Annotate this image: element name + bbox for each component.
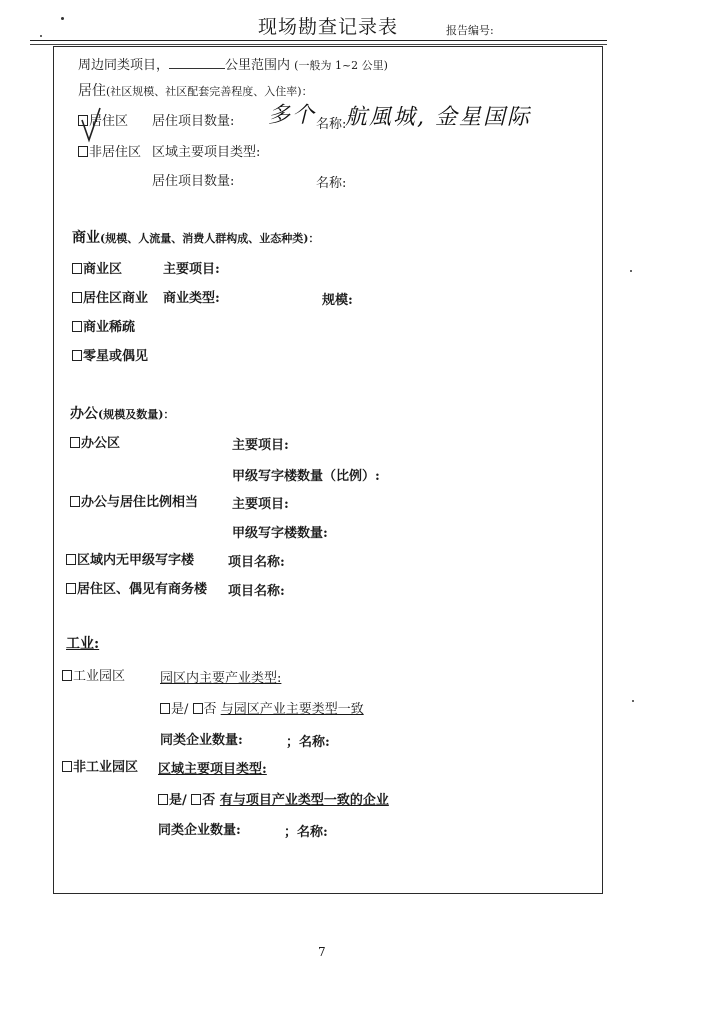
similar-projects-label: 周边同类项目，	[78, 58, 170, 73]
park-same-count-label: 同类企业数量:	[160, 733, 243, 748]
office-grade-a-label-2: 甲级写字楼数量:	[232, 526, 328, 541]
non-park-yes-checkbox[interactable]	[158, 794, 168, 805]
non-park-yes-label: 是/	[169, 793, 187, 808]
commercial-rare-label: 零星或偶见	[83, 349, 149, 364]
office-heading: 办公	[70, 406, 98, 422]
check-mark-icon	[82, 108, 100, 140]
park-no-label: 否	[203, 702, 217, 717]
commercial-sparse-label: 商业稀疏	[83, 320, 136, 335]
commercial-heading-note: (规模、人流量、消费人群构成、业态种类)：	[100, 232, 320, 245]
commercial-type-label: 商业类型:	[163, 291, 220, 306]
no-grade-a-label: 区域内无甲级写字楼	[77, 553, 195, 568]
handwritten-count: 多个	[268, 103, 317, 128]
no-grade-a-option[interactable]	[66, 549, 194, 568]
region-type-label: 区域主要项目类型:	[152, 145, 261, 160]
commercial-zone-label: 商业区	[83, 262, 123, 277]
commercial-rare-option[interactable]	[72, 345, 148, 364]
residential-zone-label: 居住区	[89, 114, 129, 129]
park-yes-checkbox[interactable]	[160, 703, 170, 714]
commercial-sparse-option[interactable]	[72, 316, 135, 335]
residential-commercial-checkbox[interactable]	[72, 292, 82, 303]
non-park-option[interactable]	[62, 756, 138, 775]
res-with-business-option[interactable]	[66, 578, 207, 597]
industrial-park-label: 工业园区	[73, 669, 126, 684]
non-park-checkbox[interactable]	[62, 761, 72, 772]
page-title: 现场勘查记录表	[258, 16, 399, 38]
scan-speck	[40, 35, 42, 37]
commercial-main-projects-label: 主要项目:	[163, 262, 220, 277]
residential-commercial-option[interactable]	[72, 287, 148, 306]
non-park-consistency-line	[158, 789, 389, 808]
scan-speck	[630, 270, 632, 272]
commercial-scale-label: 规模:	[322, 293, 353, 308]
non-park-consistent-label: 有与项目产业类型一致的企业	[219, 793, 389, 808]
range-km-field[interactable]	[169, 56, 225, 69]
non-residential-option[interactable]	[78, 141, 141, 160]
res-with-business-checkbox[interactable]	[66, 583, 76, 594]
non-park-no-checkbox[interactable]	[191, 794, 201, 805]
industrial-park-checkbox[interactable]	[62, 670, 72, 681]
office-balanced-option[interactable]	[70, 491, 198, 510]
residential-heading-note: (社区规模、社区配套完善程度、入住率)：	[106, 85, 313, 98]
office-heading-line	[70, 403, 174, 423]
commercial-zone-checkbox[interactable]	[72, 263, 82, 274]
residential-heading: 居住	[78, 83, 106, 99]
residential-heading-line	[78, 80, 313, 100]
office-zone-option[interactable]	[70, 432, 120, 451]
header-rule	[30, 40, 607, 41]
office-zone-checkbox[interactable]	[70, 437, 80, 448]
page-number: 7	[318, 945, 326, 959]
office-balanced-label: 办公与居住比例相当	[81, 495, 199, 510]
commercial-rare-checkbox[interactable]	[72, 350, 82, 361]
handwritten-names: 航風城, 金星国际	[345, 105, 531, 130]
industrial-park-option[interactable]	[62, 665, 125, 684]
office-main-projects-label-2: 主要项目:	[232, 497, 289, 512]
res-with-business-label: 居住区、偶见有商务楼	[77, 582, 208, 597]
range-label: 公里范围内	[225, 58, 291, 73]
office-zone-label: 办公区	[81, 436, 121, 451]
park-name-label: ；名称:	[286, 735, 330, 750]
project-name-label-2: 项目名称:	[228, 584, 285, 599]
office-heading-note: (规模及数量)：	[98, 408, 175, 421]
non-park-no-label: 否	[202, 793, 216, 808]
commercial-heading-line	[72, 227, 319, 247]
scan-speck	[632, 700, 634, 702]
office-grade-a-label: 甲级写字楼数量（比例）:	[232, 469, 380, 484]
range-hint: (一般为 1~2 公里)	[294, 59, 388, 72]
non-park-region-type-label: 区域主要项目类型:	[158, 762, 267, 777]
non-residential-label: 非居住区	[89, 145, 142, 160]
commercial-heading: 商业	[72, 230, 100, 246]
project-name-label: 项目名称:	[228, 555, 285, 570]
residential-count-label: 居住项目数量:	[152, 114, 235, 129]
residential-count-label-2: 居住项目数量:	[152, 174, 235, 189]
similar-projects-line	[78, 54, 388, 73]
office-main-projects-label: 主要项目:	[232, 438, 289, 453]
park-no-checkbox[interactable]	[193, 703, 203, 714]
park-yes-label: 是/	[171, 702, 189, 717]
non-residential-checkbox[interactable]	[78, 146, 88, 157]
park-consistent-label: 与园区产业主要类型一致	[220, 702, 364, 717]
non-park-label: 非工业园区	[73, 760, 139, 775]
industry-heading: 工业:	[66, 636, 100, 652]
park-type-label: 园区内主要产业类型:	[160, 671, 282, 686]
residential-name-label: 名称:	[316, 117, 347, 132]
commercial-zone-option[interactable]	[72, 258, 122, 277]
scan-speck	[61, 17, 64, 20]
report-number-label: 报告编号:	[446, 24, 494, 37]
commercial-sparse-checkbox[interactable]	[72, 321, 82, 332]
non-park-same-count-label: 同类企业数量:	[158, 823, 241, 838]
handwritten-check-mark	[80, 106, 102, 146]
non-park-name-label: ；名称:	[284, 825, 328, 840]
park-consistency-line	[160, 698, 364, 717]
residential-commercial-label: 居住区商业	[83, 291, 149, 306]
header-rule-thin	[30, 44, 607, 45]
office-balanced-checkbox[interactable]	[70, 496, 80, 507]
no-grade-a-checkbox[interactable]	[66, 554, 76, 565]
residential-name-label-2: 名称:	[316, 176, 347, 191]
